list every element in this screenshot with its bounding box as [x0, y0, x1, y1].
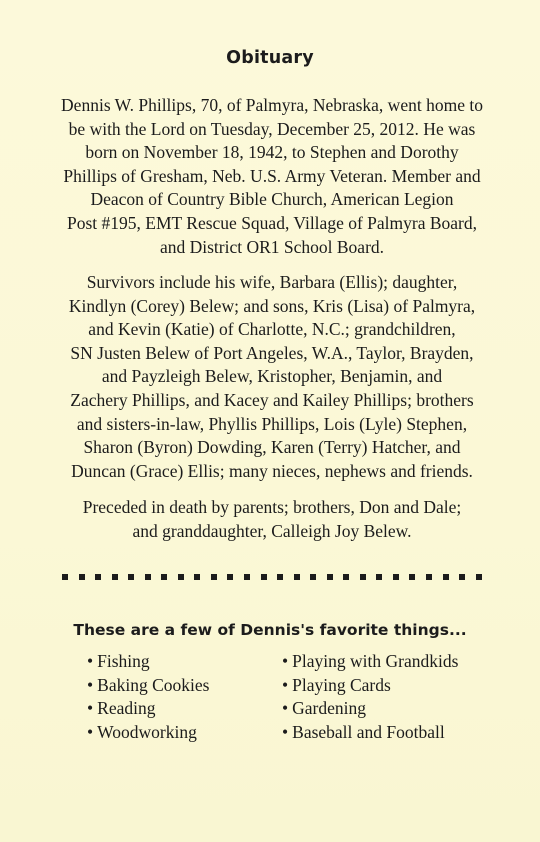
divider-dot	[79, 574, 85, 580]
paragraph-line: and Payzleigh Belew, Kristopher, Benjamin, and	[101, 366, 443, 387]
divider-dot	[145, 574, 151, 580]
survivors-paragraph	[30, 271, 514, 483]
paragraph-line: be with the Lord on Tuesday, December 25, 2012. He was	[68, 118, 476, 139]
paragraph-line: SN Justen Belew of Port Angeles, W.A., Taylor, Brayden,	[70, 342, 474, 363]
divider-dot	[227, 574, 233, 580]
divider-dot	[112, 574, 118, 580]
favorite-item-label: Reading	[97, 698, 156, 718]
divider-dot	[277, 574, 283, 580]
favorite-item	[282, 650, 458, 674]
divider-dot	[476, 574, 482, 580]
favorite-item-label: Playing Cards	[292, 674, 391, 695]
bullet-icon: •	[282, 651, 289, 671]
biography-paragraph	[30, 94, 514, 259]
favorite-item-label: Fishing	[97, 651, 150, 671]
paragraph-line: Sharon (Byron) Dowding, Karen (Terry) Hatcher, and	[83, 437, 461, 458]
bullet-icon: •	[282, 721, 289, 742]
favorites-list-left	[87, 650, 209, 744]
bullet-icon: •	[282, 674, 289, 695]
favorite-item	[87, 674, 209, 698]
paragraph-line: Post #195, EMT Rescue Squad, Village of Palmyra Board,	[67, 212, 477, 233]
paragraph-line: Kindlyn (Corey) Belew; and sons, Kris (Lisa) of Palmyra,	[68, 295, 476, 316]
bullet-icon: •	[87, 698, 94, 718]
paragraph-line: and sisters-in-law, Phyllis Phillips, Lois (Lyle) Stephen,	[76, 413, 468, 434]
divider-dot	[327, 574, 333, 580]
favorite-item	[282, 674, 458, 698]
favorites-heading: These are a few of Dennis's favorite things...	[73, 621, 467, 639]
paragraph-line: and granddaughter, Calleigh Joy Belew.	[132, 520, 412, 541]
divider-dot	[244, 574, 250, 580]
divider-dot	[426, 574, 432, 580]
favorite-item-label: Woodworking	[97, 721, 197, 742]
divider-dot	[376, 574, 382, 580]
divider-dot	[443, 574, 449, 580]
favorite-item-label: Gardening	[292, 698, 367, 718]
divider-dot	[310, 574, 316, 580]
paragraph-line: Deacon of Country Bible Church, American Legion	[90, 189, 454, 210]
divider-dot	[409, 574, 415, 580]
obituary-title: Obituary	[226, 48, 314, 68]
divider-dot	[294, 574, 300, 580]
divider-dot	[459, 574, 465, 580]
bullet-icon: •	[87, 721, 94, 742]
favorite-item	[87, 721, 209, 745]
paragraph-line: Dennis W. Phillips, 70, of Palmyra, Nebraska, went home to	[61, 95, 483, 115]
divider-dot	[161, 574, 167, 580]
favorite-item	[87, 650, 209, 674]
preceded-paragraph	[30, 496, 514, 543]
favorite-item	[87, 697, 209, 721]
favorite-item-label: Baking Cookies	[97, 674, 210, 695]
favorite-item-label: Playing with Grandkids	[292, 651, 459, 671]
dotted-divider	[62, 574, 482, 582]
paragraph-line: Zachery Phillips, and Kacey and Kailey Phillips; brothers	[70, 389, 474, 410]
divider-dot	[128, 574, 134, 580]
favorites-list-right	[282, 650, 458, 744]
divider-dot	[261, 574, 267, 580]
divider-dot	[360, 574, 366, 580]
paragraph-line: Preceded in death by parents; brothers, Don and Dale;	[82, 497, 462, 517]
paragraph-line: Duncan (Grace) Ellis; many nieces, nephews and friends.	[71, 460, 473, 481]
divider-dot	[393, 574, 399, 580]
divider-dot	[343, 574, 349, 580]
favorite-item-label: Baseball and Football	[292, 721, 445, 742]
bullet-icon: •	[87, 674, 94, 695]
bullet-icon: •	[87, 651, 94, 671]
divider-dot	[194, 574, 200, 580]
paragraph-line: Phillips of Gresham, Neb. U.S. Army Veteran. Member and	[63, 165, 481, 186]
favorite-item	[282, 721, 458, 745]
paragraph-line: Survivors include his wife, Barbara (Ellis); daughter,	[86, 272, 458, 292]
paragraph-line: born on November 18, 1942, to Stephen and Dorothy	[85, 142, 459, 163]
divider-dot	[211, 574, 217, 580]
divider-dot	[62, 574, 68, 580]
divider-dot	[95, 574, 101, 580]
divider-dot	[178, 574, 184, 580]
bullet-icon: •	[282, 698, 289, 718]
favorite-item	[282, 697, 458, 721]
paragraph-line: and District OR1 School Board.	[159, 236, 385, 257]
paragraph-line: and Kevin (Katie) of Charlotte, N.C.; grandchildren,	[88, 319, 456, 340]
